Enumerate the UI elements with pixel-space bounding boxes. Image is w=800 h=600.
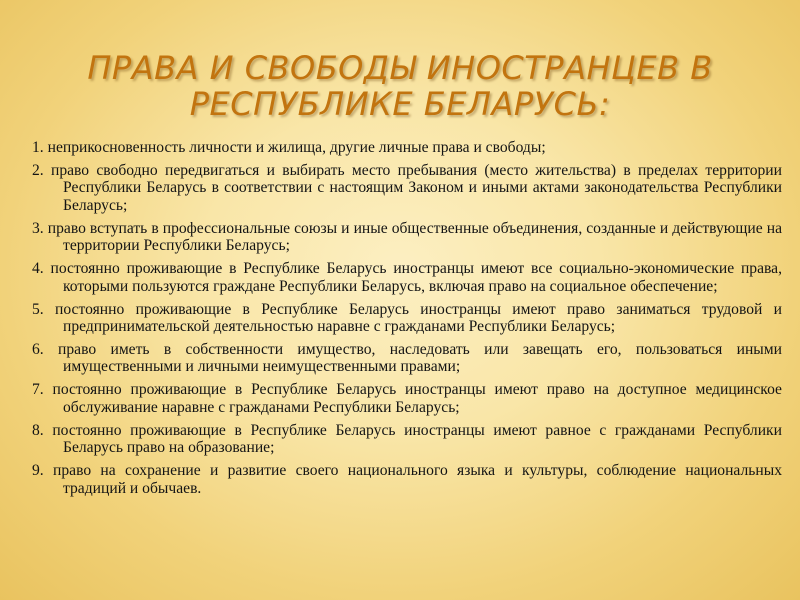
list-item: [32, 462, 782, 497]
list-item-text: постоянно проживающие в Республике Беларусь иностранцы имеют все социально-экономические права, которыми пользуются граждане Республики Беларусь, включая право на социальное обеспечение;: [50, 260, 782, 295]
list-item: [32, 381, 782, 416]
list-item: [32, 422, 782, 457]
slide-title-line-2: РЕСПУБЛИКЕ БЕЛАРУСЬ:: [189, 85, 611, 123]
rights-list: [32, 139, 782, 502]
list-item-number: 3.: [32, 219, 44, 237]
list-item-text: постоянно проживающие в Республике Беларусь иностранцы имеют равное с гражданами Республики Беларусь право на образование;: [52, 421, 782, 457]
slide-title: [40, 50, 760, 122]
list-item: [32, 260, 782, 295]
list-item-number: 2.: [32, 161, 44, 179]
list-item-text: неприкосновенность личности и жилища, другие личные права и свободы;: [47, 139, 546, 156]
list-item-number: 5.: [32, 300, 44, 318]
list-item-text: право свободно передвигаться и выбирать место пребывания (место жительства) в пределах территории Республики Беларусь в соответствии с настоящим Законом и иными актами законодательства Республики Беларусь;: [50, 161, 783, 214]
list-item: [32, 220, 782, 255]
slide-title-line-1: ПРАВА И СВОБОДЫ ИНОСТРАНЦЕВ В: [87, 49, 713, 87]
list-item-text: постоянно проживающие в Республике Беларусь иностранцы имеют право заниматься трудовой и предпринимательской деятельностью наравне с гражданами Республики Беларусь;: [55, 300, 782, 336]
list-item-number: 6.: [32, 340, 44, 358]
list-item: [32, 341, 782, 376]
list-item-text: право на сохранение и развитие своего национального языка и культуры, соблюдение национальных традиций и обычаев.: [53, 462, 782, 497]
list-item-number: 7.: [32, 381, 44, 399]
list-item-number: 4.: [32, 260, 44, 278]
list-item-text: право иметь в собственности имущество, наследовать или завещать его, пользоваться иными имущественными и личными неимущественными правами;: [58, 340, 782, 376]
list-item-number: 1.: [32, 139, 44, 156]
list-item-number: 9.: [32, 462, 44, 479]
list-item: [32, 301, 782, 336]
list-item-text: постоянно проживающие в Республике Беларусь иностранцы имеют право на доступное медицинское обслуживание наравне с гражданами Республики Беларусь;: [52, 381, 782, 416]
list-item-text: право вступать в профессиональные союзы и иные общественные объединения, созданные и действующие на территории Республики Беларусь;: [47, 219, 783, 255]
list-item-number: 8.: [32, 421, 44, 439]
list-item: [32, 162, 782, 215]
list-item: [32, 139, 782, 157]
